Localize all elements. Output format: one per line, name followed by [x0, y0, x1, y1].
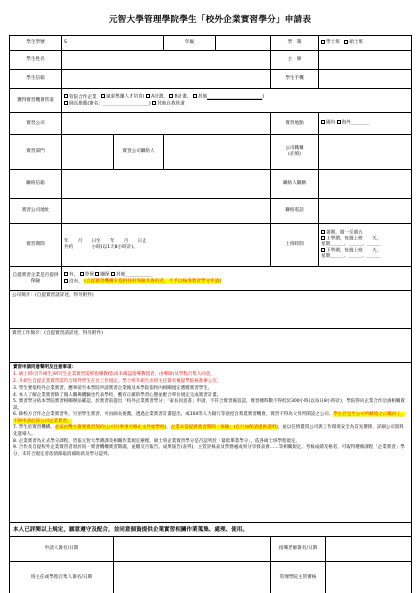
note-item: 8. 企業實習為正式學分課程，皆依元智大學選課及相關作業規定辦理，碩士班企業實習學分是否認列於「最低畢業學分」，依各碩士班學程規定。	[13, 438, 300, 444]
note-item: 6. 除校方合作之企業實習外，另須學生實習，可由師長推薦，透過企業實習計畫提出，或104等人力銀行等途徑自我覓實習機會。實習不得為父母所開設之公司。學生若是至公司所轄境之正職員工，不得申請於該公司企業實習。	[13, 412, 406, 424]
contact-field[interactable]	[164, 135, 271, 170]
application-form	[9, 6, 411, 593]
advisor-sign-label: 指導老師簽名/日期	[271, 537, 326, 562]
checkbox-icon[interactable]	[321, 40, 325, 44]
location-label: 實習地點	[271, 113, 319, 135]
contact-job-label: 聯絡人職稱	[271, 170, 319, 199]
location-options: 國內 海外＿＿＿＿	[319, 113, 412, 135]
applicant-sign-field[interactable]	[114, 537, 271, 562]
note-item: 1. 碩士班(含升碩生)研究生企業實習需經指導教授(尚未確認指導教授者，由導師)及學程召集人同意。	[13, 372, 215, 378]
note-item: 4. 本人了解企業實習除了個人職場體驗也代表學校，應有正確的學習心態並配合單位規定完成實習計畫。	[13, 392, 222, 398]
note-item: 7. 學生於實習機構，必需由雙方簽署實習契約(公司行事須可修正文件始學校)，企業未需提供實習期間「保險」(自行加保請提供證明)，並以任情覺貫公司與工作環境安全為首先選擇，詳細公司資料先進場人。	[13, 425, 404, 437]
checkbox-icon[interactable]	[64, 94, 68, 98]
form-title: 元智大學管理學院學生「校外企業實習學分」申請表	[108, 15, 312, 25]
note-item: 2. 升碩生自提企業實習需符合境外學生在台工作規定，學士班升碩生由班主任簽名後提學院核准辦公室。	[13, 379, 222, 385]
checkbox-icon[interactable]	[64, 279, 68, 283]
grade-label: 年級	[164, 36, 216, 51]
period-field[interactable]: 年 月 日至 年 月 日止 共約 小時(以1天8小時計)。	[62, 224, 271, 267]
contact-title-field[interactable]	[319, 135, 412, 170]
note-item: 3. 學生要依校外企業實習，應事前至本學院申請實習企業後及本學院依校內相關規定選薦實習學生。	[13, 385, 213, 391]
student-email-label: 學生信箱	[10, 70, 62, 89]
student-phone-label: 學生手機	[271, 70, 319, 89]
note-item: 5. 實習學分依本學院實習相關辦法確認，於實習前提出「校外企業實習學分」「家長同意書」申請，不符合實習後追認，實習總時數不得低於300小時(以每日8小時計)，學院得向企業合作洽詢相關資訊。	[13, 399, 405, 411]
checkbox-icon[interactable]	[80, 272, 84, 276]
contact-email-label: 聯絡信箱	[10, 170, 62, 199]
student-name-label: 學生姓名	[10, 51, 62, 70]
checkbox-icon[interactable]	[321, 230, 325, 234]
worktime-options: 暑期，週一至週五 上學期，每週上班 天， 星期＿＿＿、＿＿＿、＿＿＿ 下學期，每週上班 天， 星期＿＿＿、＿＿＿、＿＿＿	[319, 224, 412, 267]
insurance-options: 有， 勞保 團保 其他＿＿＿＿＿＿ 沒有， (自提實習機構未提供任何保險及簽約者，不予以核准實習學分申請)	[62, 267, 412, 291]
student-id-label: 學生學號	[10, 36, 62, 51]
student-email-field[interactable]	[62, 70, 271, 89]
advisor-sign-field[interactable]	[326, 537, 412, 562]
program-label: 學 制	[271, 36, 319, 51]
program-master[interactable]: 碩士班	[344, 40, 363, 45]
checkbox-icon[interactable]	[146, 94, 150, 98]
director-sign-label: 班主任或學程召集人簽名/日期	[10, 562, 114, 593]
channel-options: 管院合作企業 遠東集團人才培育( A計畫、 B計畫、 其他＿＿＿＿＿＿＿＿＿＿＿＿) 師長推薦(簽名：＿＿＿＿＿＿＿＿＿＿) 其他自我管道	[62, 89, 412, 113]
major-field[interactable]	[319, 51, 412, 70]
college-review-field[interactable]	[326, 562, 412, 593]
company-intro-field[interactable]: 公司簡介：(自提實習請詳述，得另附件)	[10, 291, 412, 329]
checkbox-icon[interactable]	[169, 94, 173, 98]
program-undergrad[interactable]: 學士班	[321, 40, 340, 45]
director-sign-field[interactable]	[114, 562, 271, 593]
contact-phone-field[interactable]	[319, 199, 412, 224]
checkbox-icon[interactable]	[321, 120, 325, 124]
period-label: 實習期間	[10, 224, 62, 267]
dept-label: 實習部門	[10, 135, 62, 170]
contact-email-field[interactable]	[62, 170, 271, 199]
address-label: 實習公司地址	[10, 199, 62, 224]
applicant-sign-label: 申請人簽名/日期	[10, 537, 114, 562]
channel-label: 獲得實習機會管道	[10, 89, 62, 113]
checkbox-icon[interactable]	[101, 94, 105, 98]
college-review-label: 管理學院主管審核	[271, 562, 326, 593]
checkbox-icon[interactable]	[344, 40, 348, 44]
contact-label: 實習公司聯絡人	[114, 135, 164, 170]
student-phone-field[interactable]	[319, 70, 412, 89]
grade-field[interactable]	[216, 36, 271, 51]
main-table	[9, 35, 412, 537]
program-options	[319, 36, 412, 51]
checkbox-icon[interactable]	[337, 120, 341, 124]
checkbox-icon[interactable]	[193, 94, 197, 98]
notes-section	[10, 363, 412, 523]
insurance-label: 自提實習企業是否提供保險	[10, 267, 62, 291]
major-label: 主 修	[271, 51, 319, 70]
work-content-field[interactable]: 實習工作簡介：(自提實習請詳述，得另附件)	[10, 329, 412, 363]
worktime-label: 上班時間	[271, 224, 319, 267]
notes-heading: 實習申請同意聲明及注意事項：	[13, 365, 76, 370]
student-id-field[interactable]: S	[62, 36, 164, 51]
checkbox-icon[interactable]	[321, 236, 325, 240]
company-label: 實習公司	[10, 113, 62, 135]
dept-field[interactable]	[62, 135, 114, 170]
checkbox-icon[interactable]	[321, 248, 325, 252]
checkbox-icon[interactable]	[152, 101, 156, 105]
company-field[interactable]	[62, 113, 271, 135]
contact-phone-label: 聯絡電話	[271, 199, 319, 224]
address-field[interactable]	[62, 199, 271, 224]
checkbox-icon[interactable]	[95, 272, 99, 276]
checkbox-icon[interactable]	[111, 272, 115, 276]
note-item: 9. 合作及自提校外企業實習者須於同一實習機構實習期滿，並繳交月報告、成果報告(表列)，主管評核表及學務處成果分享發表會……等相關規定。考核成績及格者，可取得選修課程「企業實習」學分，未符合規定者依情節取消補助款及學分認列。	[13, 445, 405, 457]
contact-title-label: 公司職稱 (必填)	[271, 135, 319, 170]
checkbox-icon[interactable]	[64, 272, 68, 276]
checkbox-icon[interactable]	[64, 101, 68, 105]
insurance-warning: (自提實習機構未提供任何保險及簽約者，不予以核准實習學分申請)	[84, 279, 222, 284]
student-name-field[interactable]	[62, 51, 271, 70]
signature-table	[9, 536, 412, 593]
promise-statement: 本人已詳閱以上規定，願意遵守及配合，並同意個資提供企業實習相關作業蒐集、處理、使用。	[10, 523, 412, 537]
contact-job-field[interactable]	[319, 170, 412, 199]
